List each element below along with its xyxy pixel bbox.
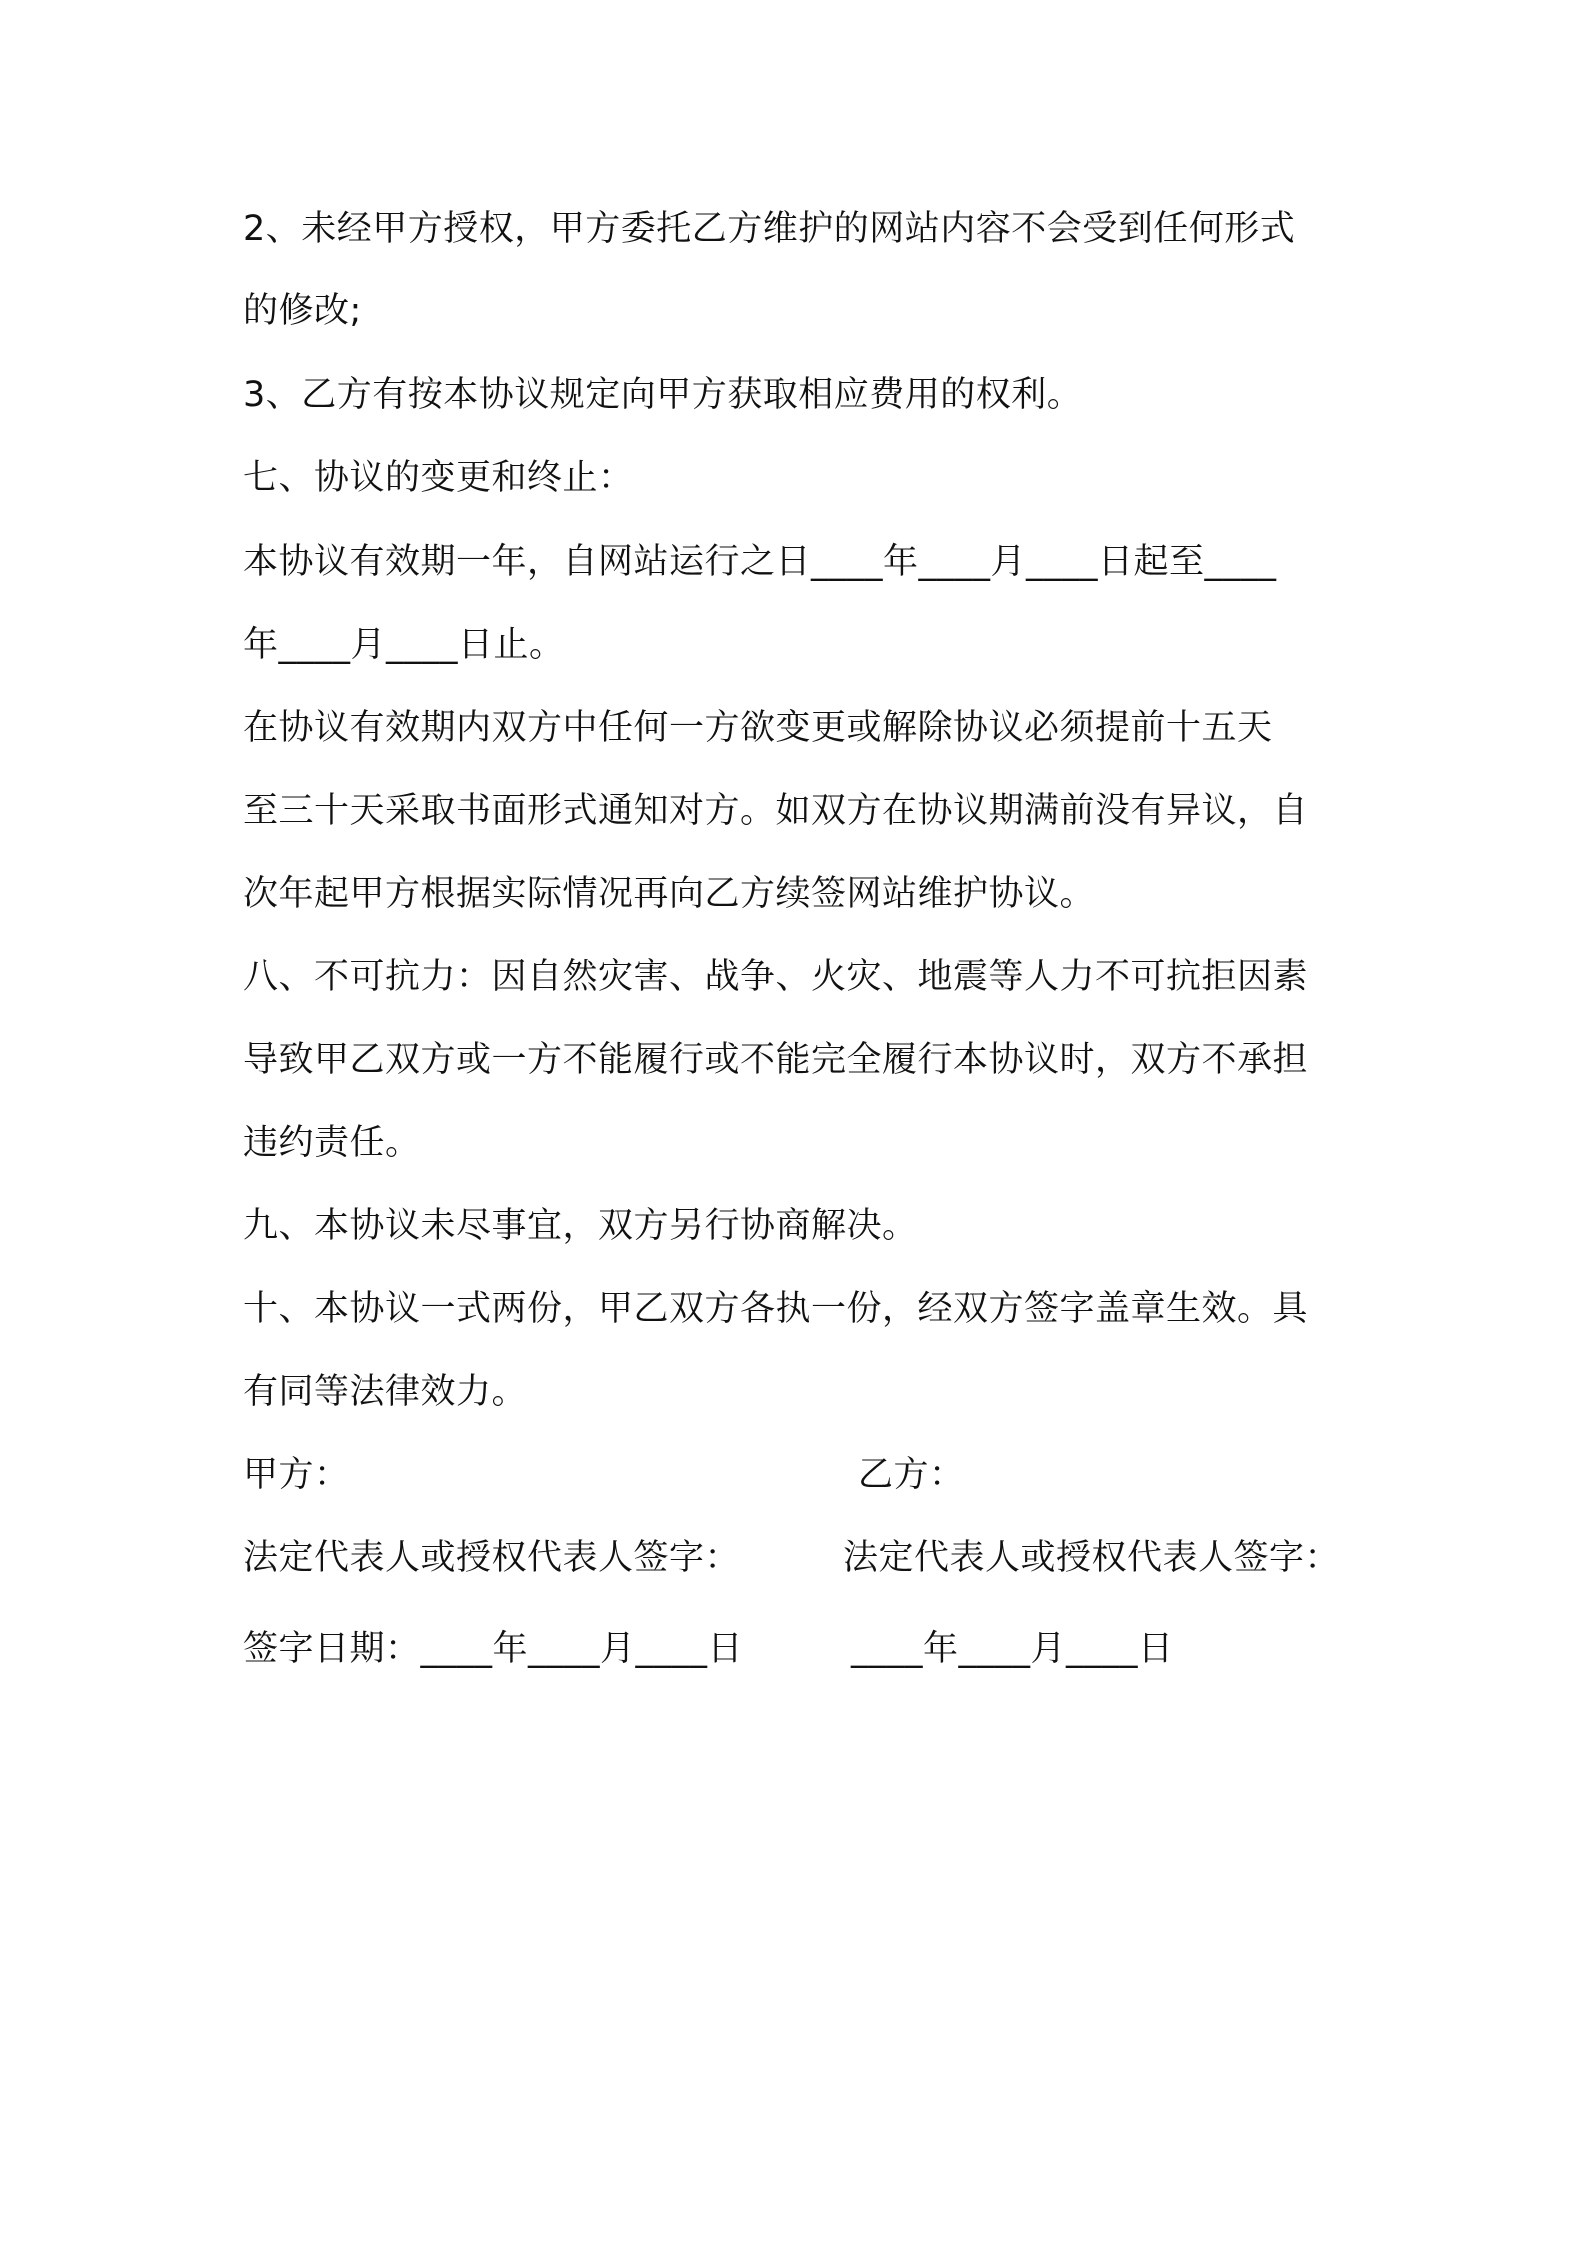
party-a-representative: 法定代表人或授权代表人签字： [243, 1538, 741, 1578]
section-8-line-1: 八、不可抗力：因自然灾害、战争、火灾、地震等人力不可抗拒因素 [243, 957, 1309, 997]
section-7-heading: 七、协议的变更和终止： [243, 458, 634, 498]
termination-line-3: 次年起甲方根据实际情况再向乙方续签网站维护协议。 [243, 874, 1096, 914]
clause-3: 3、乙方有按本协议规定向甲方获取相应费用的权利。 [243, 375, 1083, 415]
section-10-line-1: 十、本协议一式两份，甲乙双方各执一份，经双方签字盖章生效。具 [243, 1289, 1309, 1329]
section-8-line-2: 导致甲乙双方或一方不能履行或不能完全履行本协议时，双方不承担 [243, 1040, 1309, 1080]
party-a-sign-date: 签字日期：____年____月____日 [243, 1629, 744, 1669]
termination-line-1: 在协议有效期内双方中任何一方欲变更或解除协议必须提前十五天 [243, 708, 1273, 748]
clause-2-line-1: 2、未经甲方授权，甲方委托乙方维护的网站内容不会受到任何形式 [243, 209, 1296, 249]
validity-line-2: 年____月____日止。 [243, 625, 565, 665]
clause-2-line-2: 的修改; [243, 291, 362, 331]
party-b-representative: 法定代表人或授权代表人签字： [843, 1538, 1341, 1578]
termination-line-2: 至三十天采取书面形式通知对方。如双方在协议期满前没有异议，自 [243, 791, 1309, 831]
validity-line-1: 本协议有效期一年，自网站运行之日____年____月____日起至____ [243, 542, 1277, 582]
section-9: 九、本协议未尽事宜，双方另行协商解决。 [243, 1206, 918, 1246]
section-8-line-3: 违约责任。 [243, 1123, 421, 1163]
party-b-label: 乙方： [858, 1455, 965, 1495]
section-10-line-2: 有同等法律效力。 [243, 1372, 528, 1412]
party-a-label: 甲方： [243, 1455, 350, 1495]
party-b-sign-date: ____年____月____日 [851, 1629, 1174, 1669]
